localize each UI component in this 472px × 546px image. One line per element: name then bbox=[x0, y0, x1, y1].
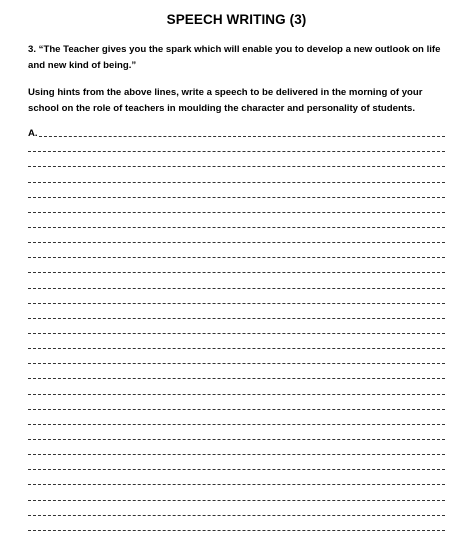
answer-line[interactable] bbox=[28, 231, 445, 246]
answer-line[interactable] bbox=[28, 428, 445, 443]
answer-rule bbox=[28, 288, 445, 289]
answer-label: A. bbox=[28, 128, 38, 140]
page-title: SPEECH WRITING (3) bbox=[166, 12, 307, 27]
answer-rule bbox=[28, 212, 445, 213]
answer-rule bbox=[28, 182, 445, 183]
answer-rule bbox=[28, 454, 445, 455]
answer-line[interactable] bbox=[28, 261, 445, 276]
answer-line[interactable] bbox=[28, 246, 445, 261]
instruction-text: Using hints from the above lines, write a speech to be delivered in the morning of your school on the role of teachers in moulding the character and personality of students. bbox=[28, 87, 423, 114]
answer-rule bbox=[28, 500, 445, 501]
answer-line[interactable] bbox=[28, 352, 445, 367]
answer-line[interactable] bbox=[28, 322, 445, 337]
answer-rule bbox=[28, 378, 445, 379]
answer-rule bbox=[28, 227, 445, 228]
answer-rule bbox=[28, 333, 445, 334]
answer-line[interactable] bbox=[28, 398, 445, 413]
answer-line[interactable] bbox=[28, 216, 445, 231]
answer-rule bbox=[39, 136, 445, 137]
answer-rule bbox=[28, 484, 445, 485]
answer-rule bbox=[28, 409, 445, 410]
answer-area[interactable] bbox=[28, 125, 445, 534]
answer-line[interactable] bbox=[28, 382, 445, 397]
answer-rule bbox=[28, 515, 445, 516]
answer-rule bbox=[28, 166, 445, 167]
answer-rule bbox=[28, 272, 445, 273]
answer-line[interactable] bbox=[28, 413, 445, 428]
answer-rule bbox=[28, 151, 445, 152]
answer-line[interactable] bbox=[28, 276, 445, 291]
answer-rule bbox=[28, 424, 445, 425]
answer-line[interactable] bbox=[28, 519, 445, 534]
answer-line[interactable] bbox=[28, 443, 445, 458]
answer-line[interactable] bbox=[28, 367, 445, 382]
answer-rule bbox=[28, 197, 445, 198]
answer-line[interactable] bbox=[28, 488, 445, 503]
answer-rule bbox=[28, 530, 445, 531]
answer-rule bbox=[28, 257, 445, 258]
answer-rule bbox=[28, 318, 445, 319]
answer-rule bbox=[28, 348, 445, 349]
answer-line-first[interactable] bbox=[28, 125, 445, 140]
answer-line[interactable] bbox=[28, 155, 445, 170]
answer-line[interactable] bbox=[28, 140, 445, 155]
answer-rule bbox=[28, 242, 445, 243]
answer-rule bbox=[28, 469, 445, 470]
answer-line[interactable] bbox=[28, 458, 445, 473]
answer-line[interactable] bbox=[28, 504, 445, 519]
answer-line[interactable] bbox=[28, 201, 445, 216]
answer-rule bbox=[28, 394, 445, 395]
answer-line[interactable] bbox=[28, 292, 445, 307]
answer-rule bbox=[28, 303, 445, 304]
question-text: 3. “The Teacher gives you the spark which will enable you to develop a new outlook on life and new kind of being.” bbox=[28, 44, 441, 71]
answer-line[interactable] bbox=[28, 170, 445, 185]
answer-line[interactable] bbox=[28, 307, 445, 322]
answer-line[interactable] bbox=[28, 186, 445, 201]
answer-rule bbox=[28, 439, 445, 440]
answer-line[interactable] bbox=[28, 473, 445, 488]
answer-rule bbox=[28, 363, 445, 364]
answer-line[interactable] bbox=[28, 337, 445, 352]
